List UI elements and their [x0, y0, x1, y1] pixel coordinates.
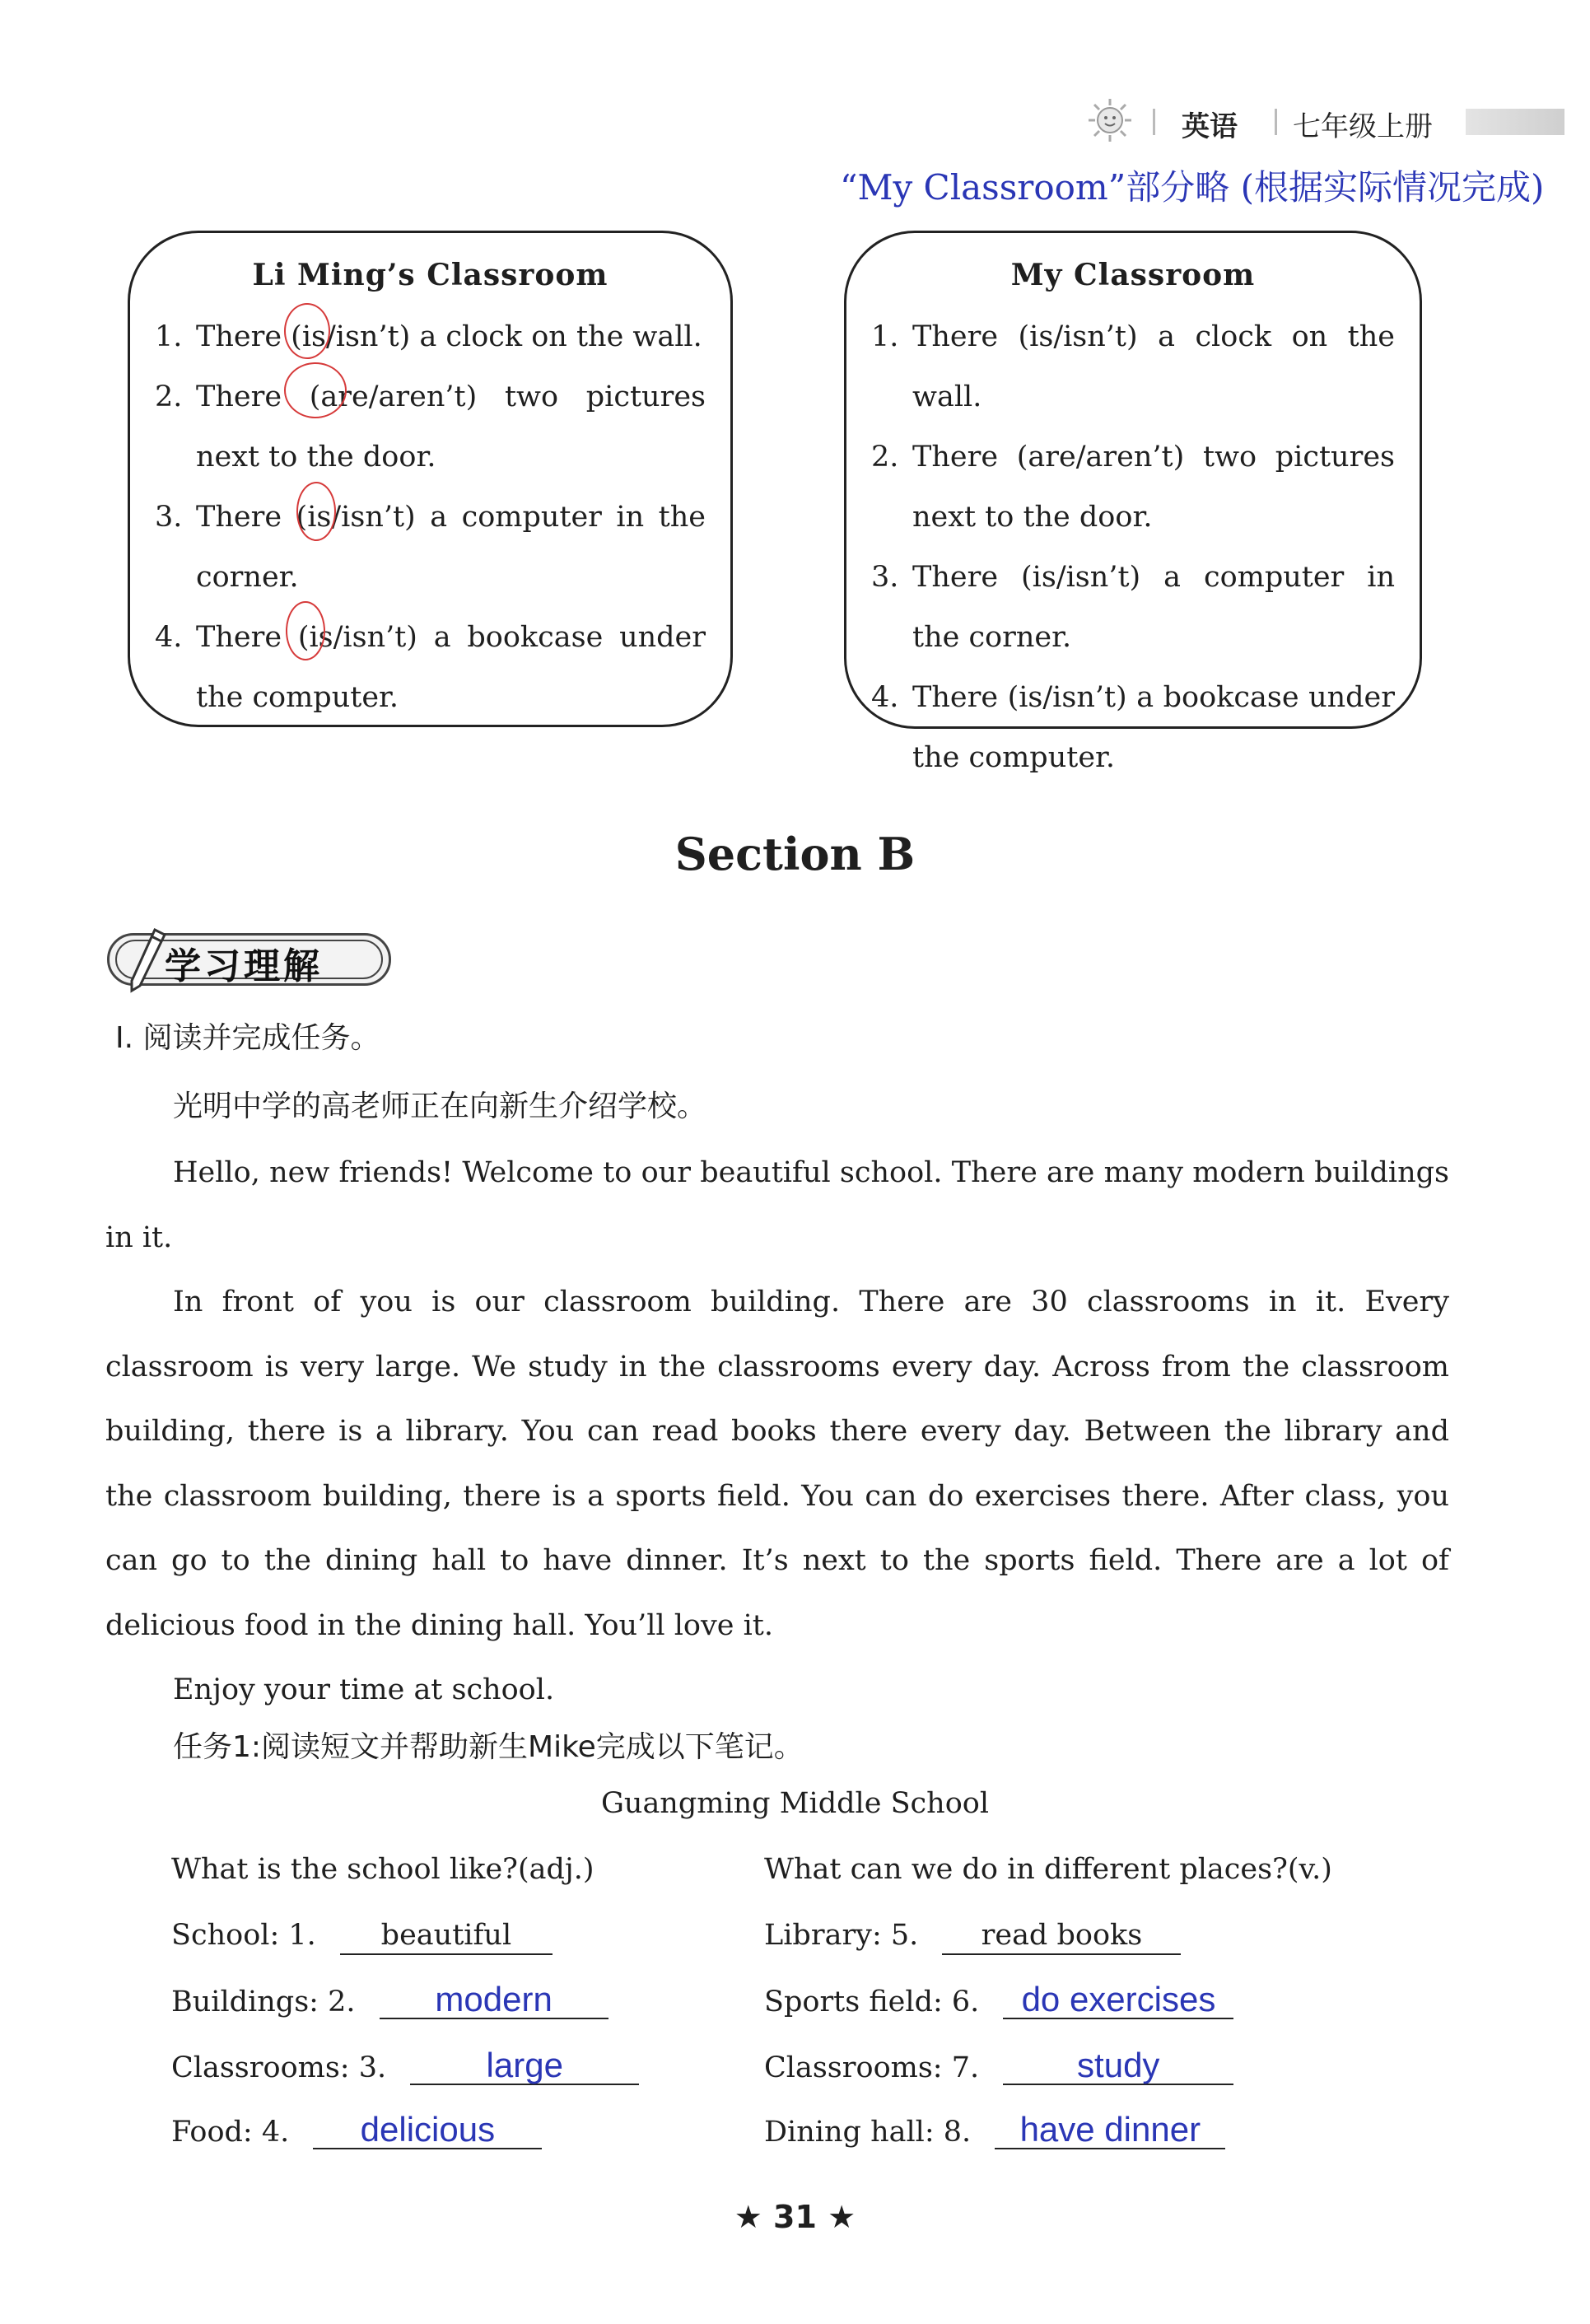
grade-label: 七年级上册	[1293, 110, 1433, 143]
note-label: Dining hall: 8.	[764, 2116, 972, 2149]
column-header: What is the school like?(adj.)	[171, 1853, 595, 1886]
answer-circle	[284, 303, 330, 359]
item-text: There (is/isn’t) a clock on the wall.	[912, 320, 1395, 413]
question-heading: Ⅰ. 阅读并完成任务。	[115, 1021, 380, 1055]
item-number: 4.	[155, 621, 183, 654]
answer-blank: large	[410, 2049, 639, 2085]
reading-passage	[105, 1141, 1449, 1723]
note-row	[171, 1980, 608, 2019]
item-text: There (is/isn’t) a computer in the corner.	[196, 501, 706, 594]
question-intro: 光明中学的高老师正在向新生介绍学校。	[173, 1090, 707, 1123]
column-header: What can we do in different places?(v.)	[764, 1853, 1332, 1886]
answer-blank: read books	[942, 1919, 1181, 1955]
my-classroom-box	[844, 231, 1422, 774]
header-divider	[1275, 109, 1277, 135]
subject-label: 英语	[1182, 110, 1238, 143]
page-number: ★ 31 ★	[734, 2199, 856, 2235]
item-number: 4.	[871, 681, 899, 714]
item-number: 1.	[155, 320, 183, 353]
sun-face-icon	[1087, 97, 1133, 143]
list-item	[155, 608, 706, 728]
li-ming-classroom-box	[128, 231, 733, 727]
list-item	[871, 548, 1395, 668]
answer-circle	[296, 482, 336, 541]
list-item	[871, 427, 1395, 548]
note-row	[171, 1919, 553, 1955]
item-text: There (is/isn’t) a bookcase under the computer.	[912, 681, 1395, 774]
list-item	[871, 307, 1395, 427]
item-number: 1.	[871, 320, 899, 353]
list-item	[155, 488, 706, 608]
page-header	[1070, 97, 1564, 147]
note-row	[764, 1980, 1233, 2019]
note-label: Classrooms: 3.	[171, 2051, 387, 2084]
list-item	[155, 367, 706, 488]
list-item	[871, 668, 1395, 788]
answer-blank: do exercises	[1003, 1983, 1233, 2019]
answer-blank: delicious	[313, 2113, 542, 2149]
answer-blank: study	[1003, 2049, 1233, 2085]
answer-blank: modern	[380, 1983, 608, 2019]
item-number: 2.	[155, 380, 183, 413]
task-instruction: 任务1:阅读短文并帮助新生Mike完成以下笔记。	[173, 1730, 804, 1764]
answer-circle	[284, 362, 347, 418]
note-label: Buildings: 2.	[171, 1986, 356, 2018]
badge-label: 学习理解	[165, 945, 323, 987]
item-number: 3.	[871, 561, 899, 594]
note-label: Food: 4.	[171, 2116, 290, 2149]
item-text: There (is/isn’t) a computer in the corner.	[912, 561, 1395, 654]
pencil-icon	[122, 926, 171, 996]
answer-circle	[286, 601, 325, 660]
note-label: Classrooms: 7.	[764, 2051, 980, 2084]
note-row	[764, 1919, 1181, 1955]
note-label: Sports field: 6.	[764, 1986, 980, 2018]
note-label: School: 1.	[171, 1919, 316, 1952]
note-row	[764, 2046, 1233, 2085]
note-label: Library: 5.	[764, 1919, 919, 1952]
section-title: Section B	[674, 828, 916, 880]
passage-paragraph: Hello, new friends! Welcome to our beautiful school. There are many modern buildings in it.	[105, 1156, 1449, 1254]
note-row	[171, 2046, 639, 2085]
header-bar	[1466, 109, 1564, 135]
answer-blank: have dinner	[995, 2113, 1225, 2149]
note-row	[764, 2110, 1225, 2149]
passage-paragraph: In front of you is our classroom building. There are 30 classrooms in it. Every classroom is very large. We study in the classrooms every day. Across from the classroom building, there is a library. You can read books there every day. Between the library and the classroom building, there is a sports field. You can do exercises there. After class, you can go to the dining hall to have dinner. It’s next to the sports field. There are a lot of delicious food in the dining hall. You’ll love it.	[105, 1286, 1449, 1642]
item-number: 2.	[871, 441, 899, 474]
item-text: There (are/aren’t) two pictures next to the door.	[196, 380, 706, 474]
box-title: Li Ming’s Classroom	[252, 258, 608, 292]
list-item	[155, 307, 706, 367]
box-title: My Classroom	[1010, 258, 1256, 292]
notes-title: Guangming Middle School	[600, 1787, 990, 1820]
header-divider	[1153, 109, 1155, 135]
note-row	[171, 2110, 542, 2149]
item-text: There (is/isn’t) a bookcase under the computer.	[196, 621, 706, 714]
item-number: 3.	[155, 501, 183, 534]
learning-badge	[107, 926, 395, 996]
answer-blank: beautiful	[340, 1919, 553, 1955]
item-text: There (are/aren’t) two pictures next to the door.	[912, 441, 1395, 534]
passage-paragraph: Enjoy your time at school.	[173, 1673, 555, 1706]
handwritten-note: “My Classroom”部分略 (根据实际情况完成)	[840, 167, 1545, 208]
item-text: There (is/isn’t) a clock on the wall.	[196, 320, 702, 353]
